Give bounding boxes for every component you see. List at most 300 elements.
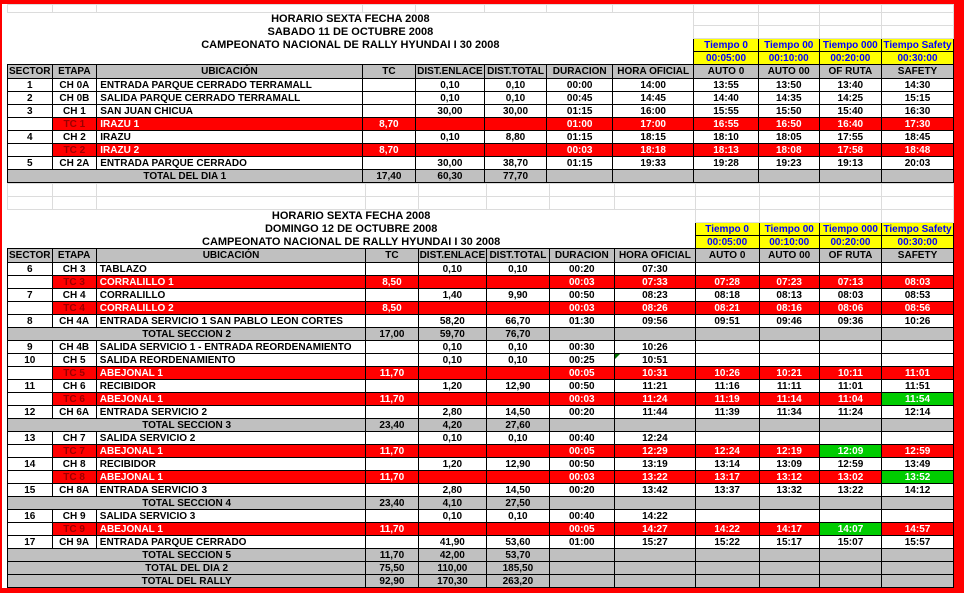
cell-hora-oficial[interactable] [614, 549, 695, 562]
cell-of-ruta[interactable]: 10:11 [819, 367, 881, 380]
cell-safety[interactable]: 11:54 [882, 393, 954, 406]
cell-sector[interactable]: 1 [8, 79, 53, 92]
cell-hora-oficial[interactable]: 12:29 [614, 445, 695, 458]
cell-auto-00[interactable]: 14:17 [759, 523, 819, 536]
cell-dist-enlace[interactable]: 41,90 [418, 536, 487, 549]
cell-ubicacion[interactable]: ABEJONAL 1 [96, 367, 366, 380]
cell-etapa[interactable]: CH 0B [52, 92, 97, 105]
cell-dist-enlace[interactable]: 30,00 [416, 157, 485, 170]
column-header-safety[interactable]: SAFETY [882, 249, 954, 263]
cell-duracion[interactable]: 00:50 [549, 380, 614, 393]
cell-sector[interactable] [8, 302, 53, 315]
cell-sector[interactable] [8, 276, 53, 289]
cell-dist-total[interactable] [487, 523, 549, 536]
cell-safety[interactable]: 08:03 [882, 276, 954, 289]
cell-sector[interactable]: 14 [8, 458, 53, 471]
cell-of-ruta[interactable] [819, 549, 881, 562]
cell-tc[interactable]: 11,70 [366, 445, 418, 458]
cell-hora-oficial[interactable]: 10:31 [614, 367, 695, 380]
cell-duracion[interactable] [549, 328, 614, 341]
cell-auto-00[interactable] [759, 575, 819, 588]
cell-duracion[interactable]: 00:03 [549, 302, 614, 315]
cell-auto-0[interactable]: 14:40 [694, 92, 759, 105]
cell-etapa[interactable]: CH 6 [52, 380, 96, 393]
cell-duracion[interactable]: 01:00 [547, 118, 613, 131]
cell-hora-oficial[interactable]: 10:26 [614, 341, 695, 354]
cell-of-ruta[interactable]: 08:06 [819, 302, 881, 315]
cell-safety[interactable]: 15:15 [882, 92, 954, 105]
cell-tc[interactable] [366, 406, 418, 419]
cell-safety[interactable]: 08:56 [882, 302, 954, 315]
cell-ubicacion[interactable]: ENTRADA SERVICIO 3 [96, 484, 366, 497]
cell-of-ruta[interactable]: 14:07 [819, 523, 881, 536]
cell-etapa[interactable]: TC 5 [52, 367, 96, 380]
cell-auto-0[interactable] [695, 354, 759, 367]
cell-duracion[interactable] [547, 170, 613, 183]
cell-dist-enlace[interactable]: 58,20 [418, 315, 487, 328]
cell-dist-enlace[interactable]: 4,20 [418, 419, 487, 432]
cell-sector[interactable] [8, 144, 53, 157]
cell-of-ruta[interactable] [819, 328, 881, 341]
cell-etapa[interactable]: TC 9 [52, 523, 96, 536]
cell-hora-oficial[interactable]: 11:24 [614, 393, 695, 406]
cell-safety[interactable] [882, 341, 954, 354]
cell-tc[interactable]: 8,50 [366, 302, 418, 315]
cell-auto-0[interactable]: 18:10 [694, 131, 759, 144]
cell-hora-oficial[interactable]: 10:51 [614, 354, 695, 367]
cell-auto-00[interactable]: 14:35 [758, 92, 819, 105]
column-header-of-ruta[interactable]: OF RUTA [819, 249, 881, 263]
cell-tc[interactable]: 11,70 [366, 367, 418, 380]
cell-auto-0[interactable] [695, 575, 759, 588]
cell-etapa[interactable]: CH 8 [52, 458, 96, 471]
cell-dist-total[interactable]: 77,70 [484, 170, 547, 183]
cell-dist-total[interactable]: 0,10 [484, 79, 547, 92]
cell-duracion[interactable]: 00:40 [549, 432, 614, 445]
cell-dist-total[interactable]: 14,50 [487, 406, 549, 419]
cell-ubicacion[interactable]: RECIBIDOR [96, 458, 366, 471]
cell-duracion[interactable]: 00:05 [549, 367, 614, 380]
cell-etapa[interactable]: CH 3 [52, 263, 96, 276]
cell-dist-total[interactable]: 38,70 [484, 157, 547, 170]
column-header-tc[interactable]: TC [362, 65, 416, 79]
cell-duracion[interactable]: 01:00 [549, 536, 614, 549]
cell-auto-0[interactable] [695, 328, 759, 341]
cell-duracion[interactable] [549, 419, 614, 432]
cell-dist-total[interactable]: 53,60 [487, 536, 549, 549]
tiempo-label-cell[interactable]: Tiempo 00 [759, 223, 819, 236]
cell-safety[interactable]: 11:51 [882, 380, 954, 393]
cell-sector[interactable]: 3 [8, 105, 53, 118]
column-header-hora-oficial[interactable]: HORA OFICIAL [613, 65, 694, 79]
cell-of-ruta[interactable] [819, 432, 881, 445]
cell-ubicacion[interactable]: ENTRADA SERVICIO 2 [96, 406, 366, 419]
cell-tc[interactable] [366, 536, 418, 549]
cell-ubicacion[interactable]: ABEJONAL 1 [96, 445, 366, 458]
cell-duracion[interactable]: 00:50 [549, 458, 614, 471]
column-header-dist-enlace[interactable]: DIST.ENLACE [419, 250, 486, 261]
cell-duracion[interactable]: 01:15 [547, 131, 613, 144]
cell-ubicacion[interactable]: TABLAZO [96, 263, 366, 276]
cell-duracion[interactable]: 00:25 [549, 354, 614, 367]
cell-ubicacion[interactable]: IRAZU [97, 131, 362, 144]
cell-auto-0[interactable] [694, 170, 759, 183]
cell-safety[interactable]: 16:30 [882, 105, 954, 118]
cell-sector[interactable] [8, 367, 53, 380]
cell-sector[interactable]: 5 [8, 157, 53, 170]
cell-auto-0[interactable] [695, 562, 759, 575]
cell-safety[interactable]: 17:30 [882, 118, 954, 131]
cell-auto-0[interactable]: 12:24 [695, 445, 759, 458]
cell-ubicacion[interactable]: CORRALILLO 1 [96, 276, 366, 289]
cell-of-ruta[interactable] [819, 419, 881, 432]
cell-auto-00[interactable]: 18:08 [758, 144, 819, 157]
column-header-safety[interactable]: SAFETY [882, 65, 954, 79]
cell-dist-enlace[interactable] [418, 445, 487, 458]
cell-of-ruta[interactable]: 13:40 [819, 79, 881, 92]
cell-of-ruta[interactable]: 13:02 [819, 471, 881, 484]
tiempo-value-cell[interactable]: 00:10:00 [758, 52, 819, 65]
cell-auto-0[interactable]: 14:22 [695, 523, 759, 536]
cell-ubicacion[interactable]: ABEJONAL 1 [96, 471, 366, 484]
cell-auto-00[interactable]: 08:16 [759, 302, 819, 315]
cell-dist-enlace[interactable]: 0,10 [418, 263, 487, 276]
cell-dist-total[interactable]: 27,60 [487, 419, 549, 432]
cell-auto-00[interactable] [759, 341, 819, 354]
cell-hora-oficial[interactable]: 14:45 [613, 92, 694, 105]
total-label[interactable]: TOTAL SECCION 4 [8, 497, 366, 510]
cell-safety[interactable]: 20:03 [882, 157, 954, 170]
cell-duracion[interactable] [549, 575, 614, 588]
cell-duracion[interactable]: 00:20 [549, 406, 614, 419]
cell-of-ruta[interactable]: 17:55 [819, 131, 881, 144]
cell-sector[interactable] [8, 471, 53, 484]
cell-hora-oficial[interactable]: 14:27 [614, 523, 695, 536]
cell-dist-total[interactable]: 66,70 [487, 315, 549, 328]
cell-auto-00[interactable]: 07:23 [759, 276, 819, 289]
cell-hora-oficial[interactable]: 09:56 [614, 315, 695, 328]
cell-tc[interactable]: 75,50 [366, 562, 418, 575]
cell-tc[interactable] [366, 458, 418, 471]
cell-auto-00[interactable]: 11:34 [759, 406, 819, 419]
cell-auto-0[interactable]: 07:28 [695, 276, 759, 289]
tiempo-value-cell[interactable]: 00:20:00 [819, 52, 881, 65]
cell-auto-0[interactable]: 13:37 [695, 484, 759, 497]
cell-of-ruta[interactable] [819, 354, 881, 367]
cell-duracion[interactable] [549, 562, 614, 575]
cell-etapa[interactable]: TC 2 [52, 144, 97, 157]
cell-safety[interactable]: 12:59 [882, 445, 954, 458]
cell-sector[interactable]: 13 [8, 432, 53, 445]
column-header-duracion[interactable]: DURACION [547, 65, 613, 79]
tiempo-value-cell[interactable]: 00:10:00 [759, 236, 819, 249]
cell-tc[interactable] [366, 289, 418, 302]
column-header-duracion[interactable]: DURACION [549, 249, 614, 263]
cell-tc[interactable] [366, 484, 418, 497]
cell-duracion[interactable]: 00:45 [547, 92, 613, 105]
cell-auto-00[interactable] [759, 419, 819, 432]
cell-tc[interactable] [366, 380, 418, 393]
cell-hora-oficial[interactable]: 11:21 [614, 380, 695, 393]
cell-of-ruta[interactable]: 19:13 [819, 157, 881, 170]
cell-safety[interactable] [882, 432, 954, 445]
cell-tc[interactable]: 8,50 [366, 276, 418, 289]
cell-tc[interactable]: 92,90 [366, 575, 418, 588]
cell-auto-0[interactable] [695, 341, 759, 354]
cell-tc[interactable] [362, 131, 416, 144]
cell-hora-oficial[interactable]: 13:19 [614, 458, 695, 471]
cell-safety[interactable]: 14:12 [882, 484, 954, 497]
column-header-ubicacion[interactable]: UBICACIÓN [97, 65, 362, 79]
cell-auto-0[interactable]: 19:28 [694, 157, 759, 170]
cell-dist-enlace[interactable]: 4,10 [418, 497, 487, 510]
cell-sector[interactable]: 10 [8, 354, 53, 367]
cell-safety[interactable]: 14:30 [882, 79, 954, 92]
cell-auto-00[interactable] [759, 354, 819, 367]
cell-duracion[interactable]: 01:15 [547, 157, 613, 170]
cell-of-ruta[interactable]: 11:24 [819, 406, 881, 419]
cell-dist-enlace[interactable]: 30,00 [416, 105, 485, 118]
cell-of-ruta[interactable] [819, 510, 881, 523]
cell-auto-00[interactable] [759, 263, 819, 276]
cell-safety[interactable] [882, 354, 954, 367]
cell-sector[interactable] [8, 523, 53, 536]
cell-auto-00[interactable]: 13:09 [759, 458, 819, 471]
cell-safety[interactable]: 10:26 [882, 315, 954, 328]
cell-dist-total[interactable]: 30,00 [484, 105, 547, 118]
cell-of-ruta[interactable] [819, 170, 881, 183]
tiempo-label-cell[interactable]: Tiempo 00 [758, 39, 819, 52]
cell-safety[interactable]: 14:57 [882, 523, 954, 536]
tiempo-value-cell[interactable]: 00:30:00 [882, 52, 954, 65]
cell-sector[interactable] [8, 118, 53, 131]
cell-auto-0[interactable]: 11:39 [695, 406, 759, 419]
cell-auto-0[interactable]: 18:13 [694, 144, 759, 157]
cell-tc[interactable] [362, 105, 416, 118]
cell-dist-total[interactable]: 14,50 [487, 484, 549, 497]
column-header-etapa[interactable]: ETAPA [52, 65, 97, 79]
cell-auto-0[interactable]: 13:14 [695, 458, 759, 471]
cell-dist-total[interactable] [487, 302, 549, 315]
column-header-auto-00[interactable]: AUTO 00 [759, 249, 819, 263]
cell-ubicacion[interactable]: ENTRADA PARQUE CERRADO [97, 157, 362, 170]
cell-safety[interactable] [882, 549, 954, 562]
column-header-dist-total[interactable]: DIST.TOTAL [484, 65, 547, 79]
cell-dist-total[interactable]: 0,10 [487, 341, 549, 354]
cell-dist-enlace[interactable] [418, 367, 487, 380]
cell-duracion[interactable]: 00:20 [549, 484, 614, 497]
cell-auto-00[interactable] [759, 562, 819, 575]
cell-dist-total[interactable]: 76,70 [487, 328, 549, 341]
cell-dist-total[interactable] [487, 393, 549, 406]
cell-auto-0[interactable] [695, 263, 759, 276]
tiempo-label-cell[interactable]: Tiempo 0 [695, 223, 759, 236]
cell-etapa[interactable]: TC 8 [52, 471, 96, 484]
cell-tc[interactable] [366, 354, 418, 367]
cell-dist-total[interactable]: 0,10 [487, 263, 549, 276]
cell-auto-0[interactable] [695, 432, 759, 445]
cell-auto-0[interactable] [695, 419, 759, 432]
cell-hora-oficial[interactable] [614, 419, 695, 432]
cell-safety[interactable]: 18:48 [882, 144, 954, 157]
cell-dist-total[interactable]: 9,90 [487, 289, 549, 302]
cell-etapa[interactable]: CH 2A [52, 157, 97, 170]
cell-duracion[interactable]: 00:50 [549, 289, 614, 302]
cell-dist-total[interactable]: 0,10 [487, 354, 549, 367]
cell-of-ruta[interactable]: 09:36 [819, 315, 881, 328]
cell-ubicacion[interactable]: ABEJONAL 1 [96, 393, 366, 406]
cell-auto-0[interactable]: 15:55 [694, 105, 759, 118]
column-header-sector[interactable]: SECTOR [9, 250, 51, 261]
cell-tc[interactable]: 11,70 [366, 523, 418, 536]
cell-hora-oficial[interactable] [614, 497, 695, 510]
cell-safety[interactable] [882, 263, 954, 276]
column-header-sector[interactable]: SECTOR [9, 66, 51, 77]
cell-dist-enlace[interactable]: 60,30 [416, 170, 485, 183]
cell-dist-total[interactable]: 0,10 [487, 432, 549, 445]
cell-safety[interactable]: 15:57 [882, 536, 954, 549]
cell-ubicacion[interactable]: ENTRADA SERVICIO 1 SAN PABLO LEON CORTES [96, 315, 366, 328]
cell-etapa[interactable]: CH 4B [52, 341, 96, 354]
cell-of-ruta[interactable]: 08:03 [819, 289, 881, 302]
cell-auto-00[interactable] [759, 432, 819, 445]
cell-dist-enlace[interactable]: 59,70 [418, 328, 487, 341]
cell-tc[interactable]: 11,70 [366, 471, 418, 484]
cell-of-ruta[interactable]: 14:25 [819, 92, 881, 105]
cell-auto-00[interactable] [759, 510, 819, 523]
cell-etapa[interactable]: CH 8A [52, 484, 96, 497]
cell-ubicacion[interactable]: SALIDA REORDENAMIENTO [96, 354, 366, 367]
cell-tc[interactable] [362, 157, 416, 170]
cell-dist-enlace[interactable]: 110,00 [418, 562, 487, 575]
column-header-auto-0[interactable]: AUTO 0 [695, 249, 759, 263]
cell-sector[interactable]: 4 [8, 131, 53, 144]
cell-duracion[interactable]: 00:03 [547, 144, 613, 157]
cell-safety[interactable] [882, 575, 954, 588]
cell-ubicacion[interactable]: IRAZU 1 [97, 118, 362, 131]
cell-sector[interactable]: 2 [8, 92, 53, 105]
cell-dist-total[interactable] [487, 276, 549, 289]
cell-safety[interactable]: 18:45 [882, 131, 954, 144]
cell-dist-enlace[interactable]: 0,10 [416, 131, 485, 144]
cell-dist-total[interactable]: 185,50 [487, 562, 549, 575]
cell-sector[interactable] [8, 445, 53, 458]
cell-auto-00[interactable]: 13:32 [759, 484, 819, 497]
cell-dist-total[interactable] [487, 471, 549, 484]
cell-of-ruta[interactable]: 16:40 [819, 118, 881, 131]
cell-duracion[interactable]: 00:03 [549, 276, 614, 289]
cell-dist-enlace[interactable]: 1,40 [418, 289, 487, 302]
column-header-dist-total[interactable]: DIST.TOTAL [487, 249, 549, 263]
column-header-etapa[interactable]: ETAPA [52, 249, 96, 263]
cell-hora-oficial[interactable]: 08:26 [614, 302, 695, 315]
cell-of-ruta[interactable] [819, 263, 881, 276]
cell-sector[interactable]: 12 [8, 406, 53, 419]
cell-ubicacion[interactable]: CORRALILLO 2 [96, 302, 366, 315]
cell-sector[interactable]: 11 [8, 380, 53, 393]
cell-auto-00[interactable]: 15:17 [759, 536, 819, 549]
cell-of-ruta[interactable] [819, 575, 881, 588]
tiempo-label-cell[interactable]: Tiempo 000 [819, 39, 881, 52]
total-label[interactable]: TOTAL DEL RALLY [8, 575, 366, 588]
tiempo-label-cell[interactable]: Tiempo 000 [819, 223, 881, 236]
tiempo-label-cell[interactable]: Tiempo Safety [883, 223, 952, 235]
cell-safety[interactable]: 13:52 [882, 471, 954, 484]
cell-auto-0[interactable]: 13:17 [695, 471, 759, 484]
cell-safety[interactable] [882, 328, 954, 341]
cell-hora-oficial[interactable] [614, 562, 695, 575]
cell-dist-enlace[interactable]: 42,00 [418, 549, 487, 562]
cell-duracion[interactable] [549, 497, 614, 510]
total-label[interactable]: TOTAL SECCION 2 [8, 328, 366, 341]
cell-etapa[interactable]: CH 4A [52, 315, 96, 328]
cell-auto-00[interactable]: 08:13 [759, 289, 819, 302]
cell-duracion[interactable] [549, 549, 614, 562]
cell-dist-total[interactable]: 0,10 [487, 510, 549, 523]
cell-of-ruta[interactable]: 12:09 [819, 445, 881, 458]
cell-of-ruta[interactable]: 11:01 [819, 380, 881, 393]
cell-etapa[interactable]: TC 1 [52, 118, 97, 131]
cell-of-ruta[interactable] [819, 497, 881, 510]
cell-auto-00[interactable] [759, 549, 819, 562]
cell-safety[interactable] [882, 510, 954, 523]
column-header-tc[interactable]: TC [366, 249, 418, 263]
cell-tc[interactable] [366, 315, 418, 328]
cell-hora-oficial[interactable] [614, 575, 695, 588]
cell-etapa[interactable]: CH 0A [52, 79, 97, 92]
cell-auto-00[interactable]: 15:50 [758, 105, 819, 118]
cell-dist-enlace[interactable] [416, 144, 485, 157]
cell-sector[interactable]: 9 [8, 341, 53, 354]
cell-auto-00[interactable] [759, 328, 819, 341]
cell-duracion[interactable]: 00:03 [549, 393, 614, 406]
cell-ubicacion[interactable]: CORRALILLO [96, 289, 366, 302]
cell-safety[interactable] [882, 497, 954, 510]
cell-auto-00[interactable]: 13:50 [758, 79, 819, 92]
cell-of-ruta[interactable] [819, 562, 881, 575]
cell-tc[interactable] [366, 341, 418, 354]
cell-hora-oficial[interactable]: 15:27 [614, 536, 695, 549]
cell-duracion[interactable]: 01:30 [549, 315, 614, 328]
cell-auto-00[interactable]: 10:21 [759, 367, 819, 380]
cell-dist-enlace[interactable] [418, 393, 487, 406]
column-header-ubicacion[interactable]: UBICACIÓN [96, 249, 366, 263]
cell-dist-enlace[interactable]: 2,80 [418, 406, 487, 419]
cell-etapa[interactable]: TC 7 [52, 445, 96, 458]
cell-dist-total[interactable]: 263,20 [487, 575, 549, 588]
cell-duracion[interactable]: 00:20 [549, 263, 614, 276]
cell-auto-0[interactable] [695, 510, 759, 523]
cell-ubicacion[interactable]: ABEJONAL 1 [96, 523, 366, 536]
cell-dist-total[interactable] [484, 144, 547, 157]
cell-auto-0[interactable]: 15:22 [695, 536, 759, 549]
cell-ubicacion[interactable]: ENTRADA PARQUE CERRADO [96, 536, 366, 549]
cell-hora-oficial[interactable] [613, 170, 694, 183]
cell-auto-00[interactable]: 18:05 [758, 131, 819, 144]
cell-hora-oficial[interactable]: 18:18 [613, 144, 694, 157]
cell-dist-enlace[interactable]: 1,20 [418, 380, 487, 393]
tiempo-label-cell[interactable]: Tiempo Safety [883, 39, 952, 51]
cell-ubicacion[interactable]: SALIDA SERVICIO 2 [96, 432, 366, 445]
cell-sector[interactable]: 16 [8, 510, 53, 523]
tiempo-label-cell[interactable]: Tiempo 0 [694, 39, 759, 52]
cell-etapa[interactable]: CH 4 [52, 289, 96, 302]
cell-auto-0[interactable]: 11:16 [695, 380, 759, 393]
cell-ubicacion[interactable]: SALIDA SERVICIO 1 - ENTRADA REORDENAMIENTO [96, 341, 366, 354]
cell-ubicacion[interactable]: IRAZU 2 [97, 144, 362, 157]
cell-ubicacion[interactable]: RECIBIDOR [96, 380, 366, 393]
cell-auto-0[interactable] [695, 497, 759, 510]
